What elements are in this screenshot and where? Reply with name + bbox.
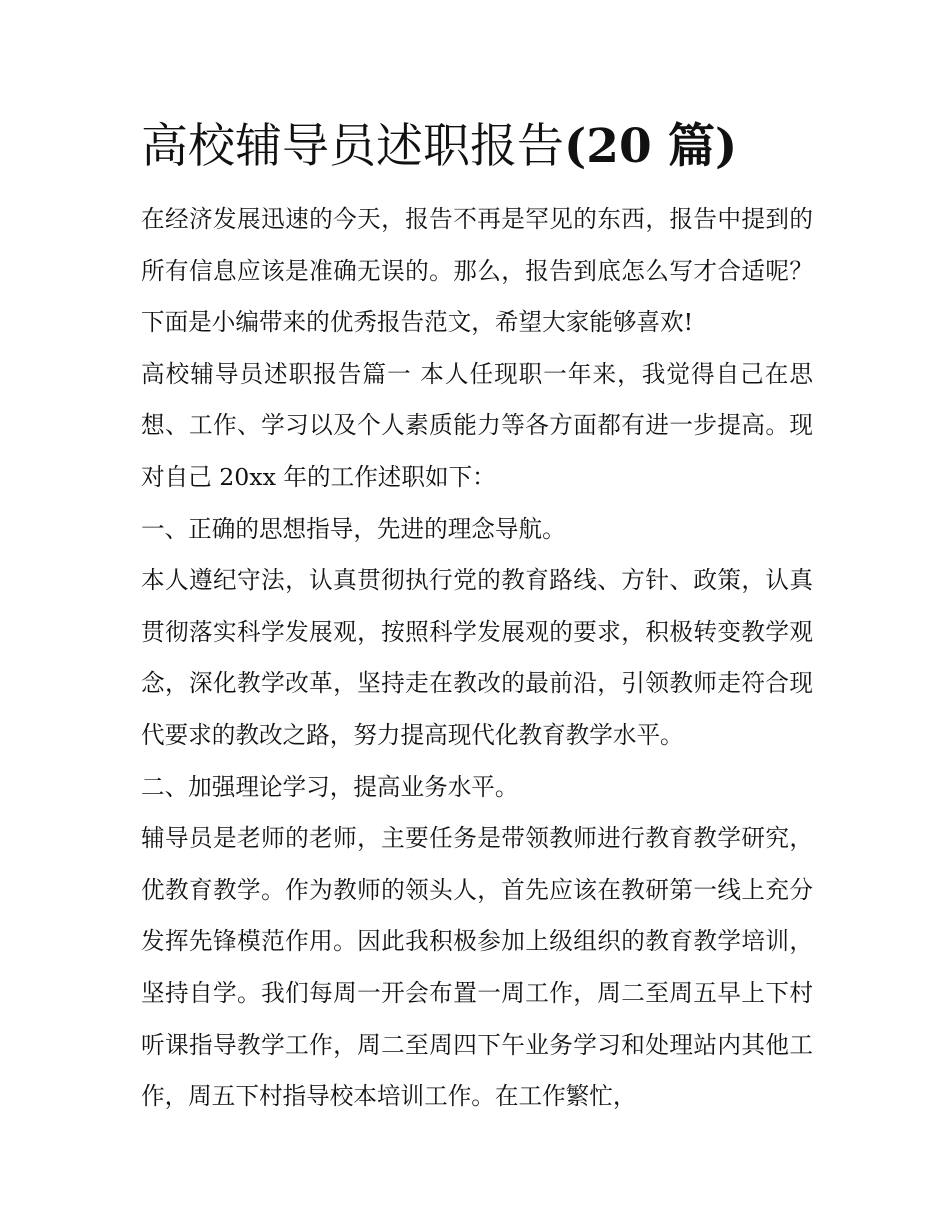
document-page bbox=[141, 112, 813, 1123]
document-title-count: (20 篇) bbox=[564, 119, 738, 174]
paragraph-intro: 在经济发展迅速的今天，报告不再是罕见的东西，报告中提到的所有信息应该是准确无误的。那么，报告到底怎么写才合适呢？下面是小编带来的优秀报告范文，希望大家能够喜欢! bbox=[141, 205, 813, 337]
document-title: 高校辅导员述职报告(20 篇) bbox=[141, 119, 738, 174]
paragraph-section-one: 本人遵纪守法，认真贯彻执行党的教育路线、方针、政策，认真贯彻落实科学发展观，按照科学发展观的要求，积极转变教学观念，深化教学改革，坚持走在教改的最前沿，引领教师走符合现代要求的教改之路，努力提高现代化教育教学水平。 bbox=[141, 566, 813, 749]
paragraph-section-two: 辅导员是老师的老师，主要任务是带领教师进行教育教学研究，优教育教学。作为教师的领头人，首先应该在教研第一线上充分发挥先锋模范作用。因此我积极参加上级组织的教育教学培训，坚持自学。我们每周一开会布置一周工作，周二至周五早上下村听课指导教学工作，周二至周四下午业务学习和处理站内其他工作，周五下村指导校本培训工作。在工作繁忙， bbox=[141, 824, 813, 1111]
section-heading-one: 一、正确的思想指导，先进的理念导航。 bbox=[141, 514, 566, 543]
paragraph-report-one-opening: 高校辅导员述职报告篇一 本人任现职一年来，我觉得自己在思想、工作、学习以及个人素质能力等各方面都有进一步提高。现对自己 20xx 年的工作述职如下： bbox=[141, 359, 813, 491]
section-heading-two: 二、加强理论学习，提高业务水平。 bbox=[141, 772, 519, 801]
